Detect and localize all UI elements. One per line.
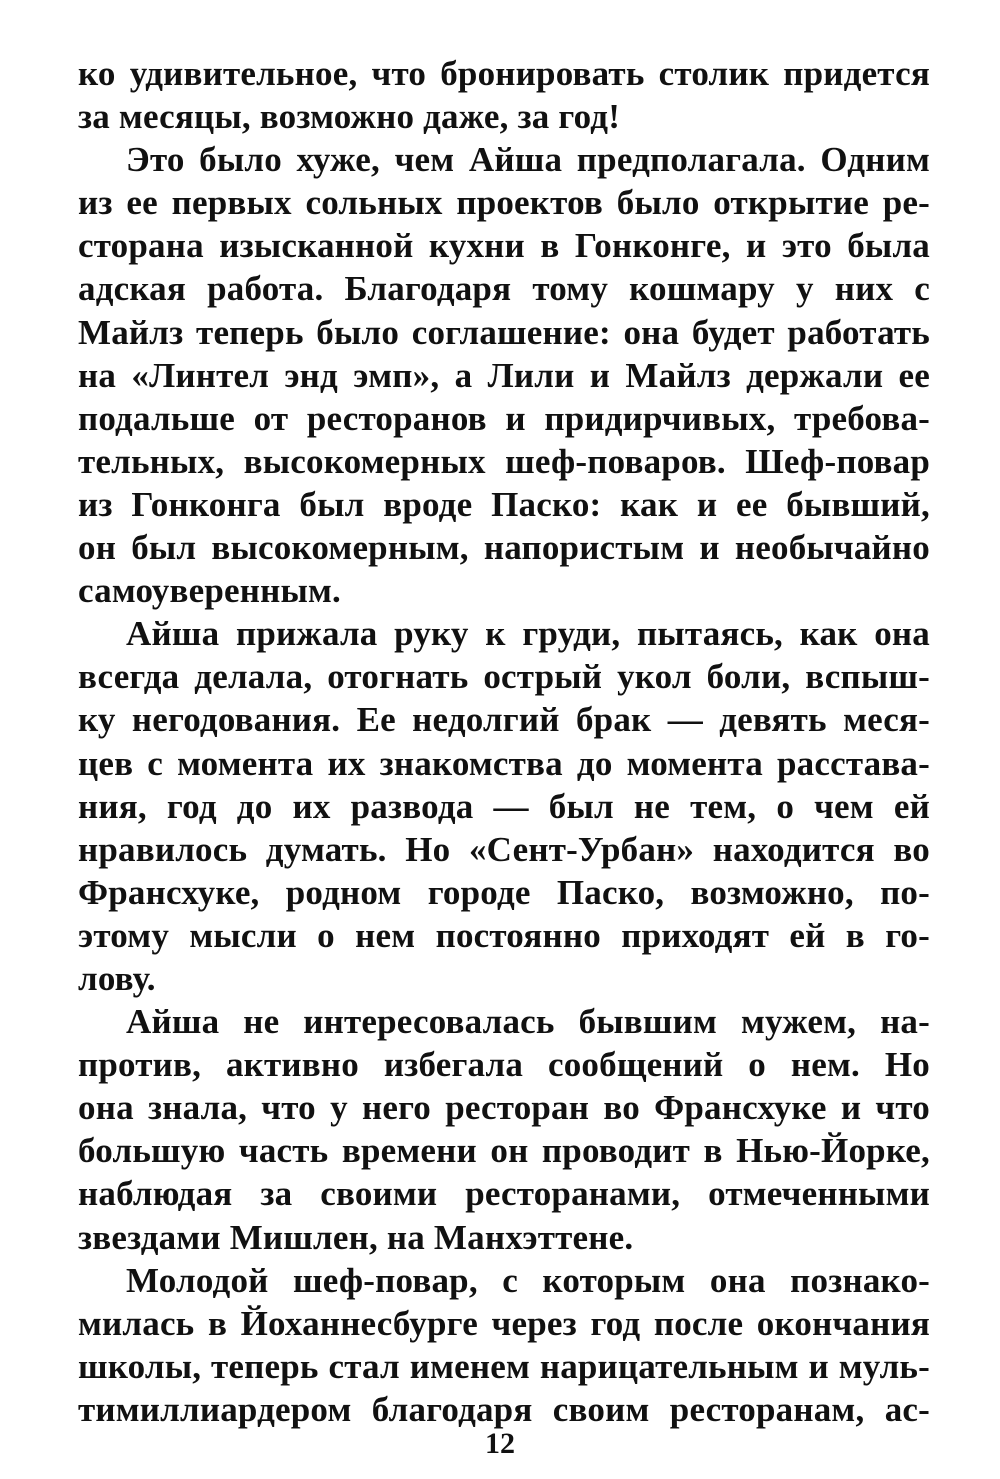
text-line: всегда делала, отогнать острый укол боли, вспыш-: [78, 657, 930, 697]
text-line: ния, год до их развода — был не тем, о чем ей: [78, 786, 930, 826]
text-line: сторана изысканной кухни в Гонконге, и это была: [78, 226, 930, 266]
page-number: 12: [485, 1427, 515, 1460]
text-line: из Гонконга был вроде Паско: как и ее бывший,: [78, 484, 930, 524]
text-line: Франсхуке, родном городе Паско, возможно, по-: [78, 872, 930, 912]
text-line: милась в Йоханнесбурге через год после окончания: [78, 1303, 930, 1343]
text-line: он был высокомерным, напористым и необычайно: [78, 528, 930, 568]
text-line: Это было хуже, чем Айша предполагала. Одним: [126, 140, 930, 180]
text-line: Айша прижала руку к груди, пытаясь, как она: [126, 614, 930, 654]
text-line: школы, теперь стал именем нарицательным и муль-: [78, 1346, 930, 1386]
text-line: ко удивительное, что бронировать столик придется: [78, 54, 930, 93]
text-line: за месяцы, возможно даже, за год!: [78, 97, 621, 137]
text-line: большую часть времени он проводит в Нью-Йорке,: [78, 1131, 930, 1171]
text-line: ку негодования. Ее недолгий брак — девять меся-: [78, 700, 930, 740]
text-line: Айша не интересовалась бывшим мужем, на-: [126, 1002, 930, 1042]
text-line: цев с момента их знакомства до момента расстава-: [78, 743, 930, 783]
text-line: Майлз теперь было соглашение: она будет работать: [78, 312, 930, 352]
text-line: адская работа. Благодаря тому кошмару у них с: [78, 269, 930, 309]
text-line: из ее первых сольных проектов было открытие ре-: [78, 183, 930, 223]
text-line: этому мысли о нем постоянно приходят ей в го-: [78, 915, 930, 955]
text-line: тимиллиардером благодаря своим ресторанам, ас-: [78, 1389, 930, 1429]
text-line: звездами Мишлен, на Манхэттене.: [78, 1217, 634, 1257]
text-line: на «Линтел энд эмп», а Лили и Майлз держали ее: [78, 355, 930, 395]
text-line: тельных, высокомерных шеф-поваров. Шеф-повар: [78, 441, 930, 481]
text-line: самоуверенным.: [78, 571, 341, 611]
text-line: лову.: [78, 958, 156, 998]
text-line: подальше от ресторанов и придирчивых, требова-: [78, 398, 930, 438]
page-text: [78, 52, 930, 1431]
text-line: Молодой шеф-повар, с которым она познако-: [126, 1260, 930, 1300]
text-line: наблюдая за своими ресторанами, отмеченными: [78, 1174, 930, 1214]
text-line: она знала, что у него ресторан во Франсхуке и что: [78, 1088, 930, 1128]
text-line: против, активно избегала сообщений о нем. Но: [78, 1045, 930, 1085]
text-line: нравилось думать. Но «Сент-Урбан» находится во: [78, 829, 930, 869]
